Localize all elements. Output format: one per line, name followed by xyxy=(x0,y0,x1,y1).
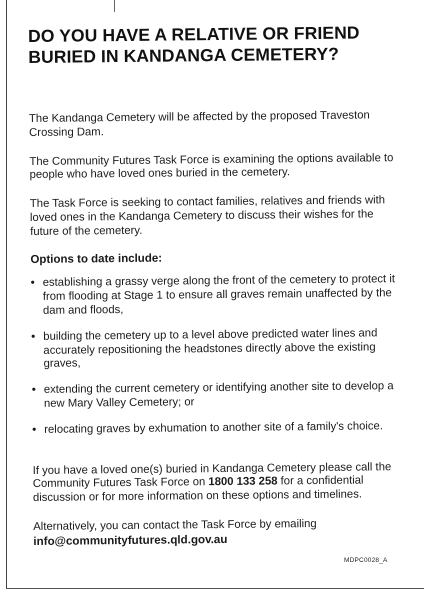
contact-text-after: for a confidential discussion or for more information on these options and timelines. xyxy=(32,474,364,505)
page-border-top-mark xyxy=(114,0,115,12)
bullet-icon: • xyxy=(30,277,35,290)
paragraph-seeking-contact: The Task Force is seeking to contact families, relatives and friends with loved ones in the Kandanga Cemetery to discuss their wishes for the future of the cemetery. xyxy=(29,194,386,238)
bullet-icon: • xyxy=(32,423,37,436)
option-item xyxy=(32,380,402,411)
option-text: relocating graves by exhumation to another site of a family's choice. xyxy=(44,420,384,436)
paragraph-alternative xyxy=(33,517,403,548)
option-text: extending the current cemetery or identifying another site to develop a new Mary Valley Cemetery; or xyxy=(43,380,394,410)
bullet-icon: • xyxy=(31,330,36,343)
option-item xyxy=(32,420,402,438)
contact-phone: 1800 133 258 xyxy=(208,475,278,489)
bullet-icon: • xyxy=(31,384,36,397)
heading-line-2: BURIED IN KANDANGA CEMETERY? xyxy=(28,43,340,67)
paragraph-contact xyxy=(33,461,403,506)
alternative-text: Alternatively, you can contact the Task Force by emailing xyxy=(33,517,317,533)
option-text: building the cemetery up to a level above predicted water lines and accurately repositioning the headstones directly above the existing graves, xyxy=(43,327,378,371)
options-list xyxy=(31,273,403,437)
notice-heading xyxy=(28,22,398,68)
paragraph-dam-impact: The Kandanga Cemetery will be affected by the proposed Traveston Crossing Dam. xyxy=(28,109,370,139)
page-border-bottom xyxy=(6,588,424,589)
paragraph-task-force: The Community Futures Task Force is examining the options available to people who have loved ones buried in the cemetery. xyxy=(29,151,394,182)
options-heading: Options to date include: xyxy=(30,252,163,266)
option-item xyxy=(31,273,401,318)
option-text: establishing a grassy verge along the front of the cemetery to protect it from flooding at Stage 1 to ensure all graves remain unaffected by the dam and floods, xyxy=(42,273,396,317)
notice-content xyxy=(28,22,403,548)
contact-email: info@communityfutures.qld.gov.au xyxy=(33,532,228,548)
page-border-left xyxy=(6,0,7,588)
option-item xyxy=(31,327,401,372)
reference-code: MDPC0028_A xyxy=(344,557,388,564)
heading-line-1: DO YOU HAVE A RELATIVE OR FRIEND xyxy=(28,22,360,46)
contact-text-before: If you have a loved one(s) buried in Kandanga Cemetery please call the Community Futures Task Force on xyxy=(32,460,392,491)
